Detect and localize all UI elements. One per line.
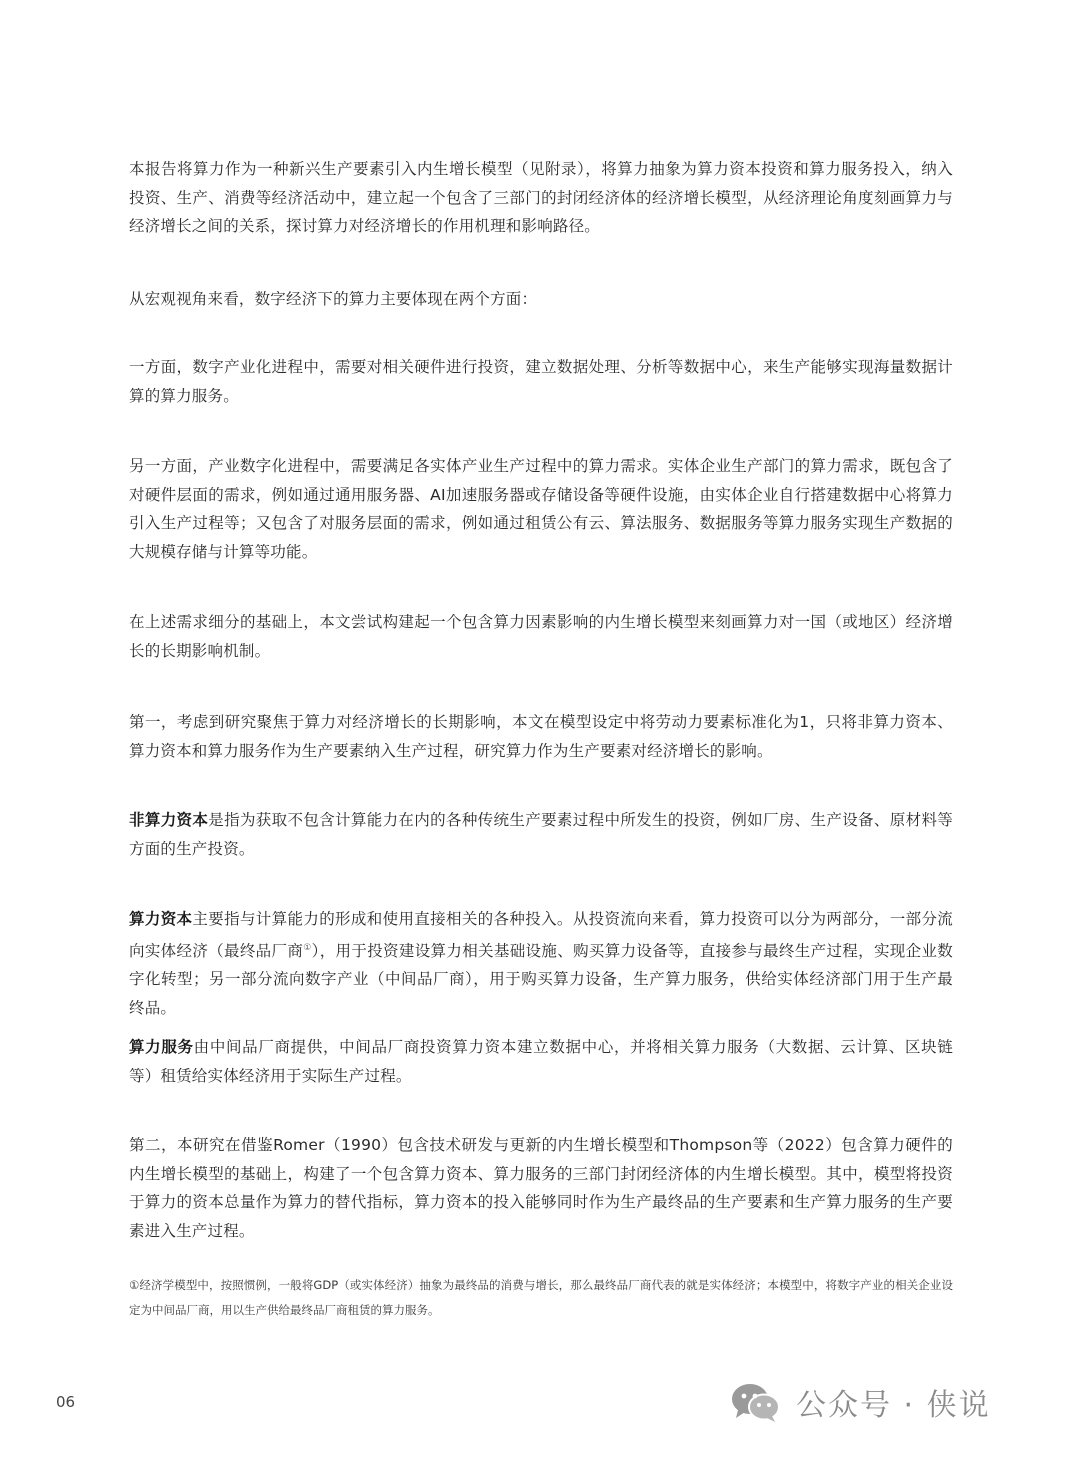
paragraph-compute-capital (129, 905, 953, 1022)
paragraph-second-aspect: 另一方面，产业数字化进程中，需要满足各实体产业生产过程中的算力需求。实体企业生产部门的算力需求，既包含了对硬件层面的需求，例如通过通用服务器、AI加速服务器或存储设备等硬件设施，由实体企业自行搭建数据中心将算力引入生产过程等；又包含了对服务层面的需求，例如通过租赁公有云、算法服务、数据服务等算力服务实现生产数据的大规模存储与计算等功能。 (129, 457, 953, 561)
definition-text: 主要指与计算能力的形成和使用直接相关的各种投入。从投资流向来看，算力投资可以分为两部分，一部分流向实体经济（最终品厂商 (129, 910, 953, 960)
footnote: ①经济学模型中，按照惯例，一般将GDP（或实体经济）抽象为最终品的消费与增长，那么最终品厂商代表的就是实体经济；本模型中，将数字产业的相关企业设定为中间品厂商，用以生产供给最终品厂商租赁的算力服务。 (129, 1278, 953, 1317)
paragraph-first-aspect: 一方面，数字产业化进程中，需要对相关硬件进行投资，建立数据处理、分析等数据中心，来生产能够实现海量数据计算的算力服务。 (129, 358, 953, 405)
definition-text-continued: ），用于投资建设算力相关基础设施、购买算力设备等，直接参与最终生产过程，实现企业数字化转型；另一部分流向数字产业（中间品厂商），用于购买算力设备，生产算力服务，供给实体经济部门用于生产最终品。 (129, 941, 953, 1017)
definition-text: 是指为获取不包含计算能力在内的各种传统生产要素过程中所发生的投资，例如厂房、生产设备、原材料等方面的生产投资。 (129, 811, 953, 858)
paragraph-first-point: 第一，考虑到研究聚焦于算力对经济增长的长期影响，本文在模型设定中将劳动力要素标准化为1，只将非算力资本、算力资本和算力服务作为生产要素纳入生产过程，研究算力作为生产要素对经济增长的影响。 (129, 713, 953, 760)
paragraph-model-basis: 在上述需求细分的基础上，本文尝试构建起一个包含算力因素影响的内生增长模型来刻画算力对一国（或地区）经济增长的长期影响机制。 (129, 613, 953, 660)
footnote-reference: ① (303, 942, 312, 953)
watermark (728, 1380, 991, 1424)
paragraph-compute-service (129, 1033, 953, 1090)
watermark-text: 公众号 · 侠说 (796, 1388, 991, 1423)
paragraph-intro: 本报告将算力作为一种新兴生产要素引入内生增长模型（见附录），将算力抽象为算力资本投资和算力服务投入，纳入投资、生产、消费等经济活动中，建立起一个包含了三部门的封闭经济体的经济增长模型，从经济理论角度刻画算力与经济增长之间的关系，探讨算力对经济增长的作用机理和影响路径。 (129, 160, 953, 235)
wechat-icon (728, 1380, 784, 1424)
definition-text: 由中间品厂商提供，中间品厂商投资算力资本建立数据中心，并将相关算力服务（大数据、云计算、区块链等）租赁给实体经济用于实际生产过程。 (129, 1038, 953, 1085)
paragraph-second-point: 第二，本研究在借鉴Romer（1990）包含技术研发与更新的内生增长模型和Thompson等（2022）包含算力硬件的内生增长模型的基础上，构建了一个包含算力资本、算力服务的三部门封闭经济体的内生增长模型。其中，模型将投资于算力的资本总量作为算力的替代指标，算力资本的投入能够同时作为生产最终品的生产要素和生产算力服务的生产要素进入生产过程。 (129, 1136, 953, 1240)
term-compute-service: 算力服务 (129, 1038, 194, 1056)
paragraph-macro-view: 从宏观视角来看，数字经济下的算力主要体现在两个方面： (129, 290, 538, 308)
page-number: 06 (56, 1393, 76, 1411)
paragraph-non-compute-capital (129, 806, 953, 863)
term-compute-capital: 算力资本 (129, 910, 193, 928)
term-non-compute-capital: 非算力资本 (129, 811, 209, 829)
